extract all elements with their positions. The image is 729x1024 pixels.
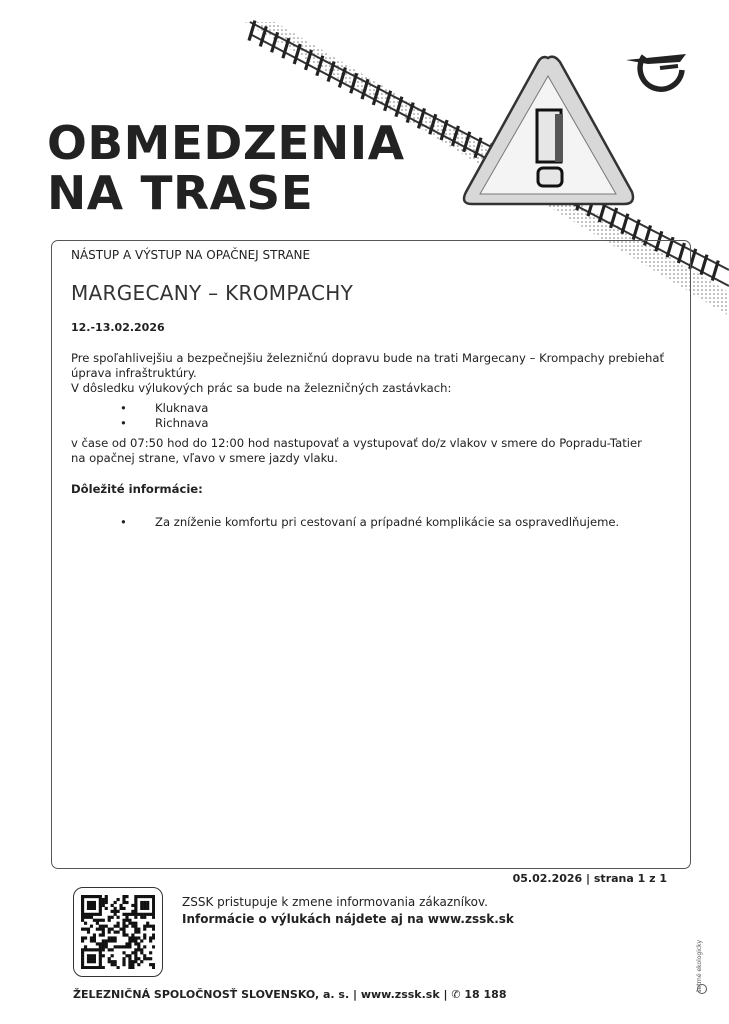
stop-name: Richnava — [155, 416, 209, 430]
recycle-icon — [697, 984, 707, 994]
footer-note-line-2: Informácie o výlukách nájdete aj na www.zssk.sk — [182, 912, 514, 926]
title-line-1: OBMEDZENIA — [47, 116, 405, 170]
bullet-icon: • — [120, 401, 127, 415]
page-title — [47, 118, 405, 218]
warning-triangle-icon — [458, 52, 638, 212]
bullet-icon: • — [120, 416, 127, 430]
date-range: 12.-13.02.2026 — [71, 321, 165, 334]
paragraph-3-line-1: v čase od 07:50 hod do 12:00 hod nastupovať a vystupovať do/z vlakov v smere do Popradu-Tatier — [71, 436, 642, 450]
company-footer: ŽELEZNIČNÁ SPOLOČNOSŤ SLOVENSKO, a. s. | www.zssk.sk | ✆ 18 188 — [73, 988, 507, 1001]
paragraph-2: V dôsledku výlukových prác sa bude na železničných zastávkach: — [71, 381, 452, 395]
footer-note-line-1: ZSSK pristupuje k zmene informovania zákazníkov. — [182, 895, 488, 909]
eco-mark: šetrné ekologicky — [696, 940, 703, 993]
route-heading: MARGECANY – KROMPACHY — [71, 281, 354, 305]
qr-code-icon — [73, 887, 163, 977]
important-item: Za zníženie komfortu pri cestovaní a prípadné komplikácie sa ospravedlňujeme. — [155, 515, 620, 529]
paragraph-3-line-2: na opačnej strane, vľavo v smere jazdy vlaku. — [71, 451, 338, 465]
notice-panel — [51, 240, 691, 869]
important-heading: Dôležité informácie: — [71, 482, 203, 496]
notice-subtitle: NÁSTUP A VÝSTUP NA OPAČNEJ STRANE — [71, 248, 311, 262]
page-info: 05.02.2026 | strana 1 z 1 — [512, 872, 667, 885]
title-line-2: NA TRASE — [47, 166, 314, 220]
zssk-logo-icon — [620, 42, 692, 96]
paragraph-1-line-1: Pre spoľahlivejšiu a bezpečnejšiu železničnú dopravu bude na trati Margecany – Krompachy prebiehať — [71, 351, 665, 365]
stop-name: Kluknava — [155, 401, 209, 415]
bullet-icon: • — [120, 515, 127, 529]
paragraph-1-line-2: úprava infraštruktúry. — [71, 366, 197, 380]
